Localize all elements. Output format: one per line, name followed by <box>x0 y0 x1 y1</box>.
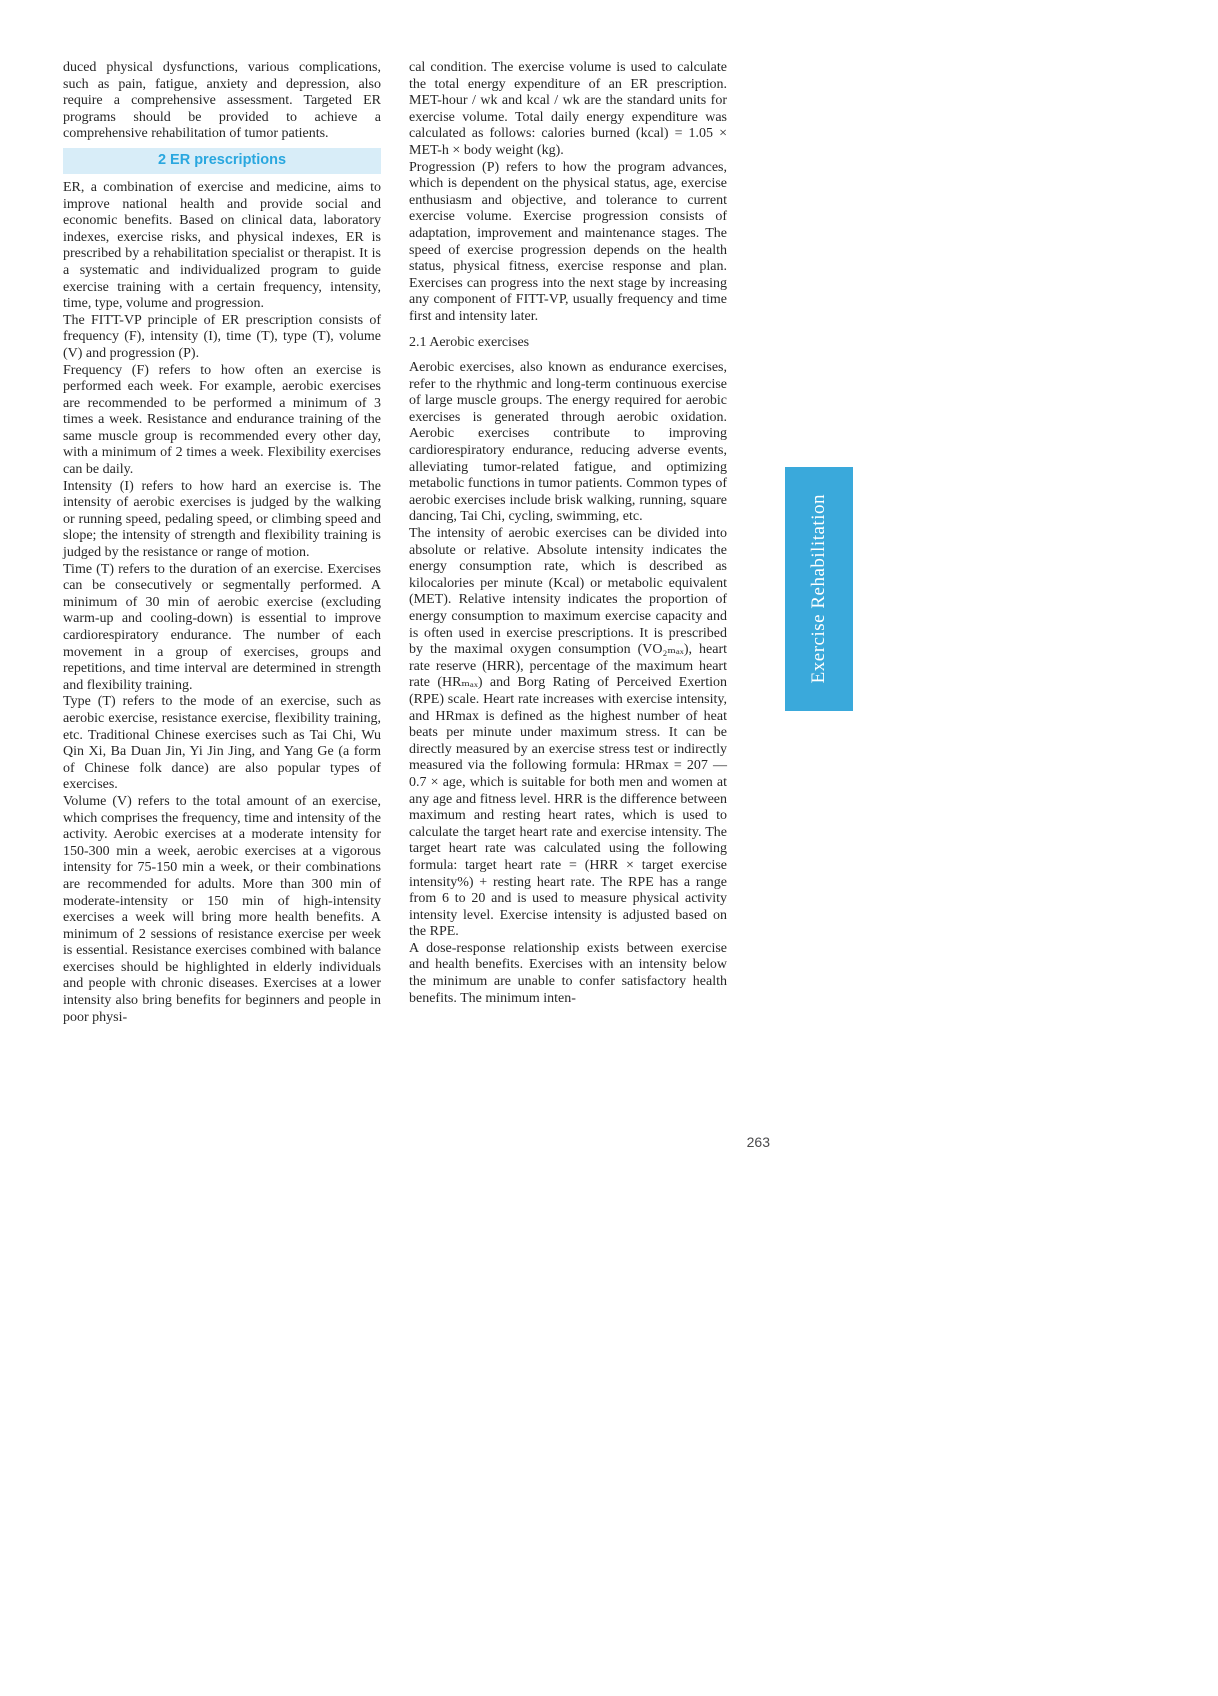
paragraph: Type (T) refers to the mode of an exercise, such as aerobic exercise, resistance exercise, flexibility training, etc. Traditional Chinese exercises such as Tai Chi, Wu Qin Xi, Ba Duan Jin, Yi Jin Jing, and Yang Ge (a form of Chinese folk dance) are also popular types of exercises. <box>63 694 381 793</box>
page-number: 263 <box>746 1134 770 1150</box>
side-tab-label: Exercise Rehabilitation <box>808 494 829 684</box>
right-column <box>409 60 727 1026</box>
page-body <box>63 60 727 1026</box>
paragraph: Intensity (I) refers to how hard an exercise is. The intensity of aerobic exercises is judged by the walking or running speed, pedaling speed, or climbing speed and slope; the intensity of strength and flexibility training is judged by the resistance or range of motion. <box>63 478 381 561</box>
paragraph: Progression (P) refers to how the program advances, which is dependent on the physical status, age, exercise enthusiasm and objective, and tolerance to current exercise volume. Exercise progression consists of adaptation, improvement and maintenance stages. The speed of exercise progression depends on the health status, physical fitness, exercise response and plan. Exercises can progress into the next stage by increasing any component of FITT-VP, usually frequency and time first and intensity later. <box>409 159 727 324</box>
paragraph: Volume (V) refers to the total amount of an exercise, which comprises the frequency, time and intensity of the activity. Aerobic exercises at a moderate intensity for 150-300 min a week, aerobic exercises at a vigorous intensity for 75-150 min a week, or their combinations are recommended for adults. More than 300 min of moderate-intensity or 150 min of high-intensity exercises a week will bring more health benefits. A minimum of 2 sessions of resistance exercise per week is essential. Resistance exercises combined with balance exercises should be highlighted in elderly individuals and people with chronic diseases. Exercises at a lower intensity also bring benefits for beginners and people in poor physi- <box>63 793 381 1025</box>
paragraph: Time (T) refers to the duration of an exercise. Exercises can be consecutively or segmentally performed. A minimum of 30 min of aerobic exercise (excluding warm-up and cooling-down) is essential to improve cardiorespiratory endurance. The number of each movement in a group of exercises, groups and repetitions, and time interval are determined in strength and flexibility training. <box>63 561 381 693</box>
side-tab-exercise-rehabilitation <box>785 467 853 711</box>
paragraph: Aerobic exercises, also known as endurance exercises, refer to the rhythmic and long-term continuous exercise of large muscle groups. The energy required for aerobic exercises is generated through aerobic oxidation. Aerobic exercises contribute to improving cardiorespiratory endurance, reducing adverse events, alleviating tumor-related fatigue, and optimizing metabolic functions in tumor patients. Common types of aerobic exercises include brisk walking, running, square dancing, Tai Chi, cycling, swimming, etc. <box>409 360 727 525</box>
paragraph: The FITT-VP principle of ER prescription consists of frequency (F), intensity (I), time (T), type (T), volume (V) and progression (P). <box>63 312 381 361</box>
paragraph: The intensity of aerobic exercises can be divided into absolute or relative. Absolute intensity indicates the energy consumption rate, which is described as kilocalories per minute (Kcal) or metabolic equivalent (MET). Relative intensity indicates the proportion of energy consumption to maximum exercise capacity and is often used in exercise prescriptions. It is prescribed by the maximal oxygen consumption (VO₂ₘₐₓ), heart rate reserve (HRR), percentage of the maximum heart rate (HRₘₐₓ) and Borg Rating of Perceived Exertion (RPE) scale. Heart rate increases with exercise intensity, and HRmax is defined as the highest number of heat beats per minute under maximum stress. It can be directly measured by an exercise stress test or indirectly measured via the following formula: HRmax = 207 — 0.7 × age, which is suitable for both men and women at any age and fitness level. HRR is the difference between maximum and resting heart rates, which is used to calculate the target heart rate and exercise intensity. The target heart rate was calculated using the following formula: target heart rate = (HRR × target exercise intensity%) + resting heart rate. The RPE has a range from 6 to 20 and is used to measure physical activity intensity level. Exercise intensity is adjusted based on the RPE. <box>409 526 727 940</box>
section-heading: 2 ER prescriptions <box>63 148 381 174</box>
paragraph: ER, a combination of exercise and medicine, aims to improve national health and provide social and economic benefits. Based on clinical data, laboratory indexes, exercise risks, and physical indexes, ER is prescribed by a rehabilitation specialist or therapist. It is a systematic and individualized program to guide exercise training with a certain frequency, intensity, time, type, volume and progression. <box>63 179 381 312</box>
paragraph: Frequency (F) refers to how often an exercise is performed each week. For example, aerobic exercises are recommended to be performed a minimum of 3 times a week. Resistance and endurance training of the same muscle group is recommended every other day, with a minimum of 2 times a week. Flexibility exercises can be daily. <box>63 362 381 478</box>
paragraph: duced physical dysfunctions, various complications, such as pain, fatigue, anxiety and depression, also require a comprehensive assessment. Targeted ER programs should be provided to achieve a comprehensive rehabilitation of tumor patients. <box>63 60 381 142</box>
paragraph: A dose-response relationship exists between exercise and health benefits. Exercises with an intensity below the minimum are unable to confer satisfactory health benefits. The minimum inten- <box>409 940 727 1006</box>
sub-heading: 2.1 Aerobic exercises <box>409 334 530 350</box>
paragraph: cal condition. The exercise volume is used to calculate the total energy expenditure of an ER prescription. MET-hour / wk and kcal / wk are the standard units for exercise volume. Total daily energy expenditure was calculated as follows: calories burned (kcal) = 1.05 × MET-h × body weight (kg). <box>409 60 727 158</box>
left-column <box>63 60 381 1026</box>
